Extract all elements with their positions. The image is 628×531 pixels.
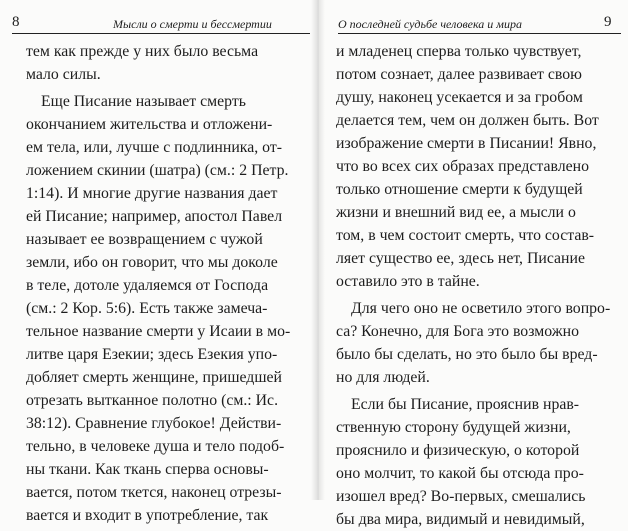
text-line: (см.: 2 Кор. 5:6). Есть также замеча- bbox=[26, 300, 268, 317]
text-line: са? Конечно, для Бога это возможно bbox=[336, 323, 579, 340]
text-line: тем как прежде у них было весьма bbox=[26, 43, 259, 60]
header-rule bbox=[338, 33, 621, 34]
text-line: тельно, в человеке душа и тело подоб- bbox=[26, 438, 285, 455]
text-line: Для чего оно не осветило этого вопро- bbox=[351, 300, 611, 317]
text-line: ей Писание; например, апостол Павел bbox=[26, 208, 283, 225]
text-line: душу, наконец усекается и за гробом bbox=[336, 89, 583, 106]
running-head: Мысли о смерти и бессмертии bbox=[113, 17, 272, 31]
page-number: 8 bbox=[12, 14, 20, 30]
header-rule bbox=[12, 33, 310, 34]
text-line: только отношение смерти к будущей bbox=[336, 181, 583, 198]
text-line: делается тем, чем он должен быть. Вот bbox=[336, 112, 599, 129]
text-line: ляет существо ее, здесь нет, Писание bbox=[336, 250, 585, 267]
text-line: вается, потом ткется, наконец отрезы- bbox=[26, 484, 282, 501]
text-line: изображение смерти в Писании! Явно, bbox=[336, 135, 597, 152]
text-line: окончанием жительства и отложени- bbox=[26, 116, 273, 133]
text-line: потом сознает, далее развивает свою bbox=[336, 66, 582, 83]
text-line: ны ткани. Как ткань сперва основы- bbox=[26, 461, 269, 478]
text-line: но для людей. bbox=[336, 369, 430, 386]
text-line: изошел вред? Во-первых, смешались bbox=[336, 488, 586, 505]
text-line: том, в чем состоит смерть, что состав- bbox=[336, 227, 595, 244]
text-line: ложением скинии (шатра) (см.: 2 Петр. bbox=[26, 162, 289, 179]
text-line: тельное название смерти у Исаии в мо- bbox=[26, 323, 291, 340]
text-line: бы два мира, видимый и невидимый, bbox=[336, 511, 585, 528]
text-line: мало силы. bbox=[26, 66, 101, 83]
running-head: О последней судьбе человека и мира bbox=[338, 17, 522, 31]
text-line: что во всех сих образах представлено bbox=[336, 158, 589, 175]
text-line: и младенец сперва только чувствует, bbox=[336, 43, 582, 60]
text-line: Еще Писание называет смерть bbox=[41, 93, 246, 110]
text-line: земли, ибо он говорит, что мы доколе bbox=[26, 254, 278, 271]
text-line: литве царя Езекии; здесь Езекия упо- bbox=[26, 346, 278, 363]
text-line: оно молчит, то какой бы отсюда про- bbox=[336, 465, 584, 482]
left-page bbox=[0, 0, 312, 524]
text-line: отрезать вытканное полотно (см.: Ис. bbox=[26, 392, 279, 409]
right-page bbox=[324, 0, 628, 528]
text-line: оставило это в тайне. bbox=[336, 273, 480, 290]
text-line: жизни и внешний вид ее, а мысли о bbox=[336, 204, 576, 221]
text-line: Если бы Писание, прояснив нрав- bbox=[351, 396, 580, 413]
page-number: 9 bbox=[604, 14, 612, 30]
text-line: вается и входит в употребление, так bbox=[26, 507, 269, 524]
text-line: называет ее возвращением с чужой bbox=[26, 231, 263, 248]
text-line: 38:12). Сравнение глубокое! Действи- bbox=[26, 415, 282, 432]
text-line: 1:14). И многие другие названия дает bbox=[26, 185, 278, 202]
text-line: ем тела, или, лучше с подлинника, от- bbox=[26, 139, 282, 156]
book-gutter bbox=[311, 0, 325, 500]
text-line: было бы сделать, но это было бы вред- bbox=[336, 346, 598, 363]
text-line: ственную сторону будущей жизни, bbox=[336, 419, 571, 436]
text-line: в теле, дотоле удаляемся от Господа bbox=[26, 277, 269, 294]
text-line: прояснило и физическую, о которой bbox=[336, 442, 580, 459]
text-line: добляет смерть женщине, пришедшей bbox=[26, 369, 282, 386]
